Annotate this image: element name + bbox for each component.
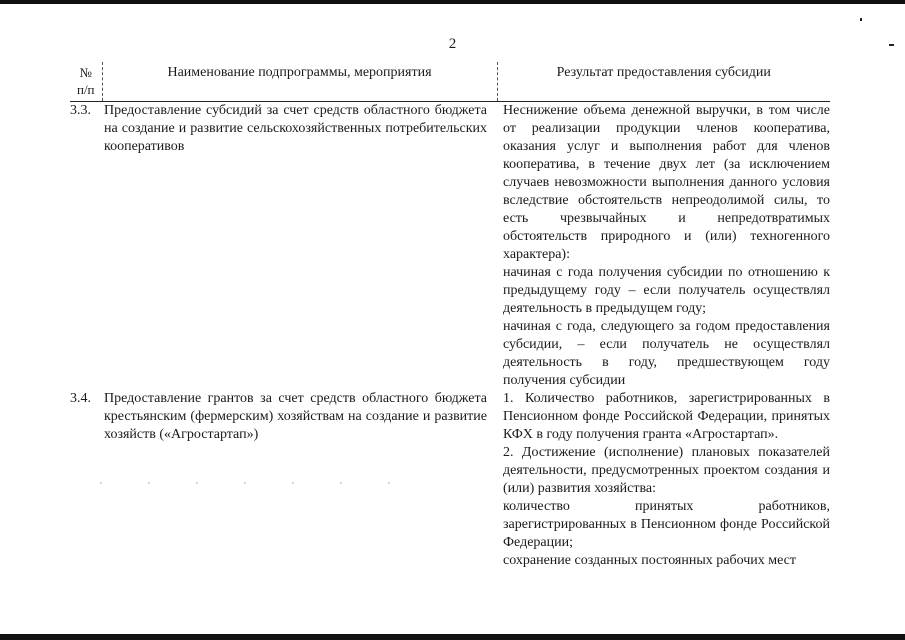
header-name: Наименование подпрограммы, мероприятия <box>102 62 497 102</box>
result-paragraph: 2. Достижение (исполнение) плановых показателей деятельности, предусмотренных проектом создания и (или) развития хозяйства: <box>503 445 830 496</box>
scan-noise <box>100 482 420 484</box>
row-result <box>497 390 830 570</box>
result-paragraph: начиная с года, следующего за годом предоставления субсидии, – если получатель не осуществлял деятельность в году, предшествующем году получения субсидии <box>503 319 830 388</box>
table-header-row <box>70 62 830 102</box>
page-number: 2 <box>448 36 457 52</box>
row-name: Предоставление субсидий за счет средств областного бюджета на создание и развитие сельскохозяйственных потребительских кооперативов <box>104 103 487 154</box>
header-result: Результат предоставления субсидии <box>497 62 830 102</box>
table-row <box>70 102 830 391</box>
result-paragraph: Неснижение объема денежной выручки, в том числе от реализации продукции членов кооператива, оказания услуг и выполнения работ для членов кооператива, в течение двух лет (за исключением случаев невозможности выполнения данного условия вследствие обстоятельств непреодолимой силы, то есть чрезвычайных и непредотвратимых обстоятельств природного и (или) техногенного характера): <box>503 103 830 262</box>
result-paragraph: количество принятых работников, зарегистрированных в Пенсионном фонде Российской Федерации; <box>503 499 830 550</box>
header-number-top: № <box>79 65 92 80</box>
table-row <box>70 390 830 570</box>
subsidy-results-table <box>70 62 830 570</box>
row-result <box>497 102 830 391</box>
row-name: Предоставление грантов за счет средств областного бюджета крестьянским (фермерским) хозяйствам на создание и развитие хозяйств («Агростартап») <box>104 391 487 442</box>
scan-border-top <box>0 0 905 4</box>
row-number: 3.3. <box>70 103 91 118</box>
scan-border-bottom <box>0 634 905 640</box>
scan-speck <box>860 18 862 21</box>
header-number-bottom: п/п <box>76 82 95 97</box>
header-number <box>70 62 102 102</box>
row-number: 3.4. <box>70 391 91 406</box>
result-paragraph: 1. Количество работников, зарегистрированных в Пенсионном фонде Российской Федерации, принятых КФХ в году получения гранта «Агростартап». <box>503 391 830 442</box>
result-paragraph: начиная с года получения субсидии по отношению к предыдущему году – если получатель осуществлял деятельность в предыдущем году; <box>503 265 830 316</box>
result-paragraph: сохранение созданных постоянных рабочих мест <box>503 553 797 568</box>
